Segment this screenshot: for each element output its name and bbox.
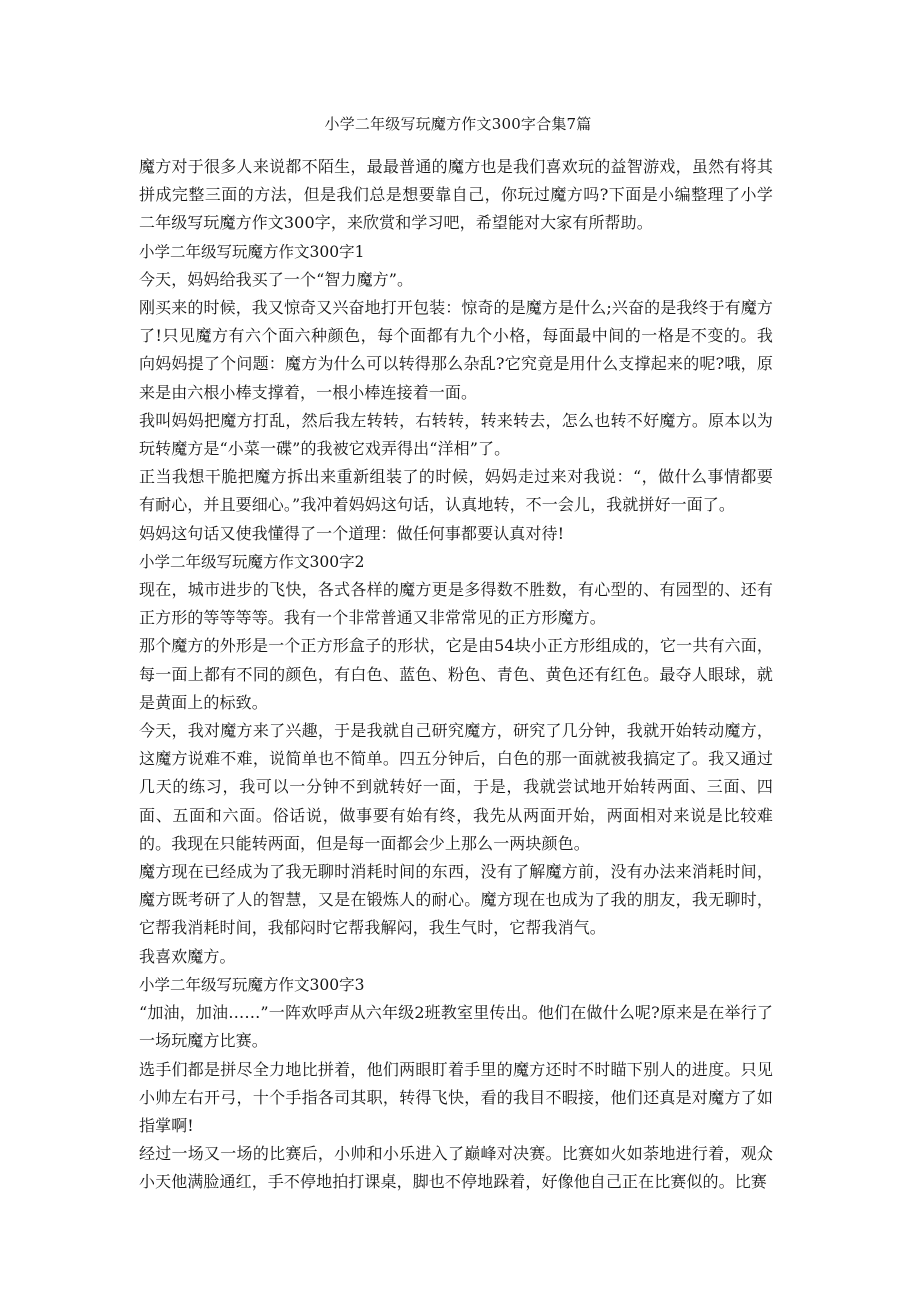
paragraph: 妈妈这句话又使我懂得了一个道理：做任何事都要认真对待! — [139, 523, 565, 543]
paragraph: 刚买来的时候，我又惊奇又兴奋地打开包装：惊奇的是魔方是什么;兴奋的是我终于有魔方了!只见魔方有六个面六种颜色，每个面都有九个小格，每面最中间的一格是不变的。我向妈妈提了个问题：魔方为什么可以转得那么杂乱?它究竟是用什么支撑起来的呢?哦，原来是由六根小棒支撑着，一根小棒连接着一面。 — [139, 298, 773, 402]
paragraph: “加油，加油……”一阵欢呼声从六年级2班教室里传出。他们在做什么呢?原来是在举行了一场玩魔方比赛。 — [139, 1003, 773, 1051]
document-title: 小学二年级写玩魔方作文300字合集7篇 — [324, 115, 592, 133]
paragraph: 现在，城市进步的飞快，各式各样的魔方更是多得数不胜数，有心型的、有园型的、还有正方形的等等等等。我有一个非常普通又非常常见的正方形魔方。 — [139, 580, 773, 628]
paragraph: 今天，我对魔方来了兴趣，于是我就自己研究魔方，研究了几分钟，我就开始转动魔方，这魔方说难不难，说简单也不简单。四五分钟后，白色的那一面就被我搞定了。我又通过几天的练习，我可以一分钟不到就转好一面，于是，我就尝试地开始转两面、三面、四面、五面和六面。俗话说，做事要有始有终，我先从两面开始，两面相对来说是比较难的。我现在只能转两面，但是每一面都会少上那么一两块颜色。 — [139, 721, 773, 853]
paragraph: 经过一场又一场的比赛后，小帅和小乐进入了巅峰对决赛。比赛如火如荼地进行着，观众小天他满脸通红，手不停地拍打课桌，脚也不停地跺着，好像他自己正在比赛似的。比赛 — [139, 1144, 773, 1192]
paragraph: 选手们都是拼尽全力地比拼着，他们两眼盯着手里的魔方还时不时瞄下别人的进度。只见小帅左右开弓，十个手指各司其职，转得飞快，看的我目不暇接，他们还真是对魔方了如指掌啊! — [139, 1059, 773, 1135]
section-heading: 小学二年级写玩魔方作文300字2 — [139, 552, 365, 571]
paragraph: 魔方现在已经成为了我无聊时消耗时间的东西，没有了解魔方前，没有办法来消耗时间，魔方既考研了人的智慧，又是在锻炼人的耐心。魔方现在也成为了我的朋友，我无聊时，它帮我消耗时间，我郁闷时它帮我解闷，我生气时，它帮我消气。 — [139, 862, 773, 938]
paragraph: 我叫妈妈把魔方打乱，然后我左转转，右转转，转来转去，怎么也转不好魔方。原本以为玩转魔方是“小菜一碟”的我被它戏弄得出“洋相”了。 — [139, 410, 773, 459]
essay-section-2 — [139, 548, 773, 971]
document-page — [139, 112, 773, 1197]
essay-section-1 — [139, 238, 773, 548]
paragraph: 那个魔方的外形是一个正方形盒子的形状，它是由54块小正方形组成的，它一共有六面，每一面上都有不同的颜色，有白色、蓝色、粉色、青色、黄色还有红色。最夺人眼球，就是黄面上的标致。 — [139, 636, 773, 712]
paragraph: 我喜欢魔方。 — [139, 946, 236, 966]
section-heading: 小学二年级写玩魔方作文300字1 — [139, 242, 365, 261]
intro-paragraph: 魔方对于很多人来说都不陌生，最最普通的魔方也是我们喜欢玩的益智游戏，虽然有将其拼成完整三面的方法，但是我们总是想要靠自己，你玩过魔方吗?下面是小编整理了小学二年级写玩魔方作文300字，来欣赏和学习吧，希望能对大家有所帮助。 — [139, 157, 773, 233]
paragraph: 正当我想干脆把魔方拆出来重新组装了的时候，妈妈走过来对我说：“，做什么事情都要有耐心，并且要细心。”我冲着妈妈这句话，认真地转，不一会儿，我就拼好一面了。 — [139, 467, 773, 515]
essay-section-3 — [139, 971, 773, 1197]
section-heading: 小学二年级写玩魔方作文300字3 — [139, 975, 365, 994]
paragraph: 今天，妈妈给我买了一个“智力魔方”。 — [139, 269, 414, 289]
